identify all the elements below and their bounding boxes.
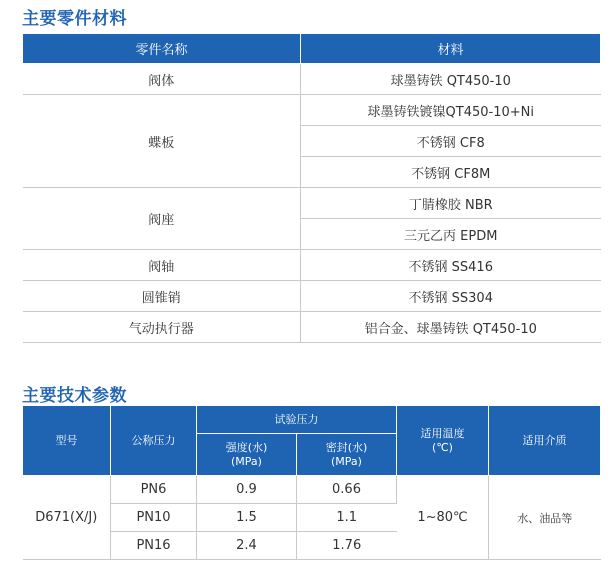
- material: 不锈钢 CF8M: [301, 157, 601, 188]
- header-strength-label: 强度(水): [225, 440, 268, 454]
- material: 不锈钢 SS416: [301, 250, 601, 281]
- part-name: 蝶板: [23, 95, 301, 188]
- materials-header-row: [23, 34, 601, 64]
- seal-cell: 1.76: [297, 532, 397, 560]
- header-temperature-unit: (℃): [432, 440, 453, 454]
- material: 球墨铸铁 QT450-10: [301, 64, 601, 95]
- part-name: 阀体: [23, 64, 301, 95]
- header-nominal-pressure: 公称压力: [111, 406, 197, 476]
- temperature-cell: 1~80℃: [397, 476, 489, 560]
- part-name: 阀座: [23, 188, 301, 250]
- table-row: [23, 281, 601, 312]
- strength-cell: 0.9: [197, 476, 297, 504]
- header-medium: 适用介质: [489, 406, 601, 476]
- header-strength-unit: (MPa): [231, 454, 262, 468]
- model-cell: D671(X/J): [23, 476, 111, 560]
- part-name: 圆锥销: [23, 281, 301, 312]
- specs-section-title: 主要技术参数: [22, 386, 127, 406]
- materials-table: [22, 33, 601, 343]
- header-test-pressure: 试验压力: [197, 406, 397, 434]
- part-name: 阀轴: [23, 250, 301, 281]
- specs-header-row: [23, 406, 601, 434]
- material: 球墨铸铁镀镍QT450-10+Ni: [301, 95, 601, 126]
- header-temperature-label: 适用温度: [420, 426, 465, 440]
- header-temperature: [397, 406, 489, 476]
- seal-cell: 0.66: [297, 476, 397, 504]
- header-seal-unit: (MPa): [331, 454, 362, 468]
- material: 三元乙丙 EPDM: [301, 219, 601, 250]
- table-row: [23, 95, 601, 126]
- pn-cell: PN16: [111, 532, 197, 560]
- seal-cell: 1.1: [297, 504, 397, 532]
- material: 不锈钢 SS304: [301, 281, 601, 312]
- table-row: [23, 476, 601, 504]
- header-part-name: 零件名称: [23, 34, 301, 64]
- materials-section-title: 主要零件材料: [22, 9, 127, 29]
- table-row: [23, 312, 601, 343]
- material: 铝合金、球墨铸铁 QT450-10: [301, 312, 601, 343]
- header-seal-label: 密封(水): [325, 440, 368, 454]
- header-material: 材料: [301, 34, 601, 64]
- header-seal: [297, 434, 397, 476]
- header-model: 型号: [23, 406, 111, 476]
- table-row: [23, 188, 601, 219]
- pn-cell: PN10: [111, 504, 197, 532]
- header-strength: [197, 434, 297, 476]
- material: 不锈钢 CF8: [301, 126, 601, 157]
- material: 丁腈橡胶 NBR: [301, 188, 601, 219]
- specs-table: [22, 405, 601, 560]
- strength-cell: 1.5: [197, 504, 297, 532]
- medium-cell: 水、油品等: [489, 476, 601, 560]
- part-name: 气动执行器: [23, 312, 301, 343]
- strength-cell: 2.4: [197, 532, 297, 560]
- table-row: [23, 250, 601, 281]
- pn-cell: PN6: [111, 476, 197, 504]
- table-row: [23, 64, 601, 95]
